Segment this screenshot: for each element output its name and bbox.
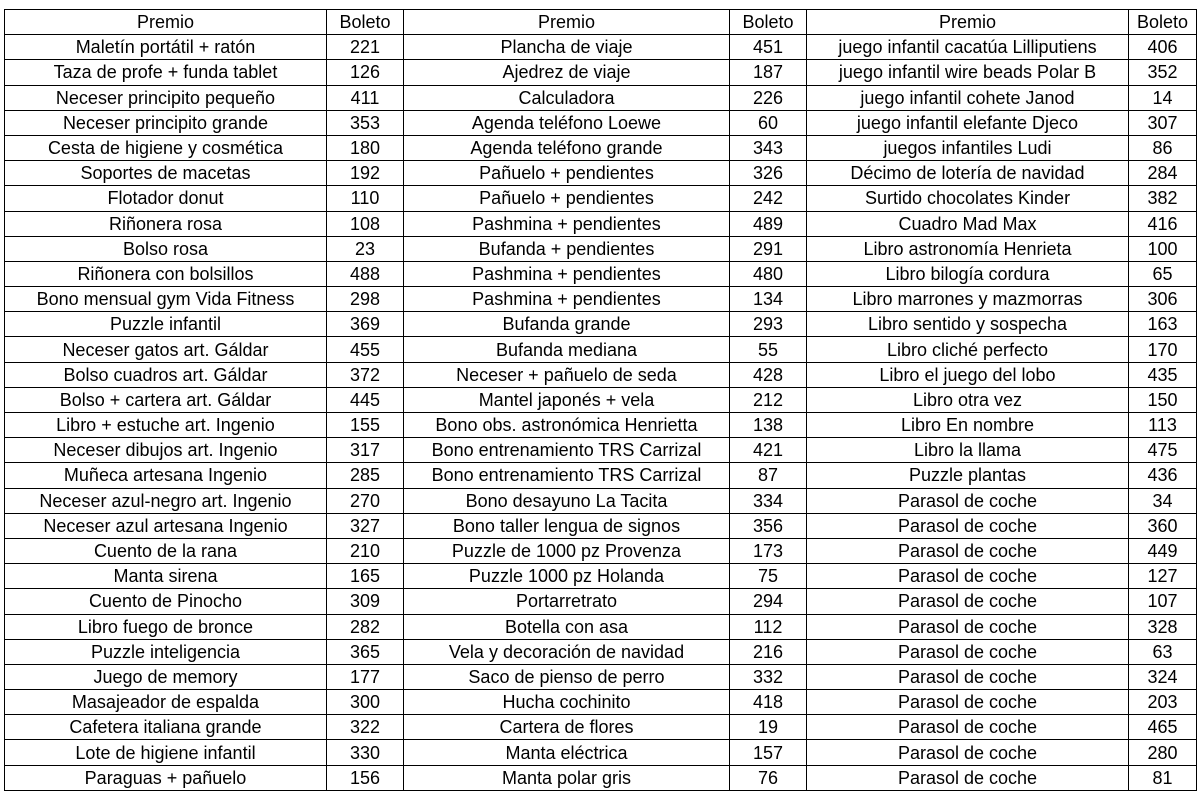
ticket-cell: 352 (1129, 60, 1197, 85)
table-row (5, 488, 1197, 513)
prize-cell: Taza de profe + funda tablet (5, 60, 327, 85)
prize-cell: Puzzle 1000 pz Holanda (404, 564, 730, 589)
table-row (5, 287, 1197, 312)
ticket-cell: 451 (730, 35, 807, 60)
ticket-cell: 60 (730, 110, 807, 135)
prize-cell: Bono obs. astronómica Henrietta (404, 413, 730, 438)
prize-cell: Paraguas + pañuelo (5, 765, 327, 790)
col3-boleto-header: Boleto (1129, 10, 1197, 35)
prize-cell: Parasol de coche (807, 765, 1129, 790)
ticket-cell: 489 (730, 211, 807, 236)
ticket-cell: 155 (327, 413, 404, 438)
ticket-cell: 210 (327, 538, 404, 563)
prize-cell: Libro otra vez (807, 387, 1129, 412)
table-row (5, 387, 1197, 412)
ticket-cell: 326 (730, 161, 807, 186)
prize-cell: Plancha de viaje (404, 35, 730, 60)
prize-cell: Hucha cochinito (404, 690, 730, 715)
ticket-cell: 126 (327, 60, 404, 85)
prize-cell: Muñeca artesana Ingenio (5, 463, 327, 488)
ticket-cell: 270 (327, 488, 404, 513)
ticket-cell: 334 (730, 488, 807, 513)
prize-cell: Bufanda grande (404, 312, 730, 337)
ticket-cell: 165 (327, 564, 404, 589)
ticket-cell: 428 (730, 362, 807, 387)
ticket-cell: 76 (730, 765, 807, 790)
prize-cell: Parasol de coche (807, 513, 1129, 538)
prize-cell: Libro la llama (807, 438, 1129, 463)
ticket-cell: 34 (1129, 488, 1197, 513)
prize-cell: Bono taller lengua de signos (404, 513, 730, 538)
ticket-cell: 293 (730, 312, 807, 337)
prize-cell: Neceser azul artesana Ingenio (5, 513, 327, 538)
ticket-cell: 138 (730, 413, 807, 438)
prize-cell: Agenda teléfono grande (404, 135, 730, 160)
ticket-cell: 416 (1129, 211, 1197, 236)
table-row (5, 413, 1197, 438)
prize-cell: Parasol de coche (807, 715, 1129, 740)
ticket-cell: 226 (730, 85, 807, 110)
prize-cell: Parasol de coche (807, 538, 1129, 563)
table-row (5, 765, 1197, 790)
prize-cell: Libro sentido y sospecha (807, 312, 1129, 337)
prize-cell: juego infantil wire beads Polar B (807, 60, 1129, 85)
prize-cell: Bono desayuno La Tacita (404, 488, 730, 513)
table-row (5, 362, 1197, 387)
ticket-cell: 100 (1129, 236, 1197, 261)
prize-cell: Manta sirena (5, 564, 327, 589)
prize-cell: Libro cliché perfecto (807, 337, 1129, 362)
col2-premio-header: Premio (404, 10, 730, 35)
prize-cell: Neceser principito pequeño (5, 85, 327, 110)
prize-cell: Puzzle plantas (807, 463, 1129, 488)
prize-cell: Parasol de coche (807, 589, 1129, 614)
prize-cell: Décimo de lotería de navidad (807, 161, 1129, 186)
ticket-cell: 372 (327, 362, 404, 387)
prize-cell: Botella con asa (404, 614, 730, 639)
ticket-cell: 212 (730, 387, 807, 412)
ticket-cell: 317 (327, 438, 404, 463)
prize-cell: Mantel japonés + vela (404, 387, 730, 412)
ticket-cell: 280 (1129, 740, 1197, 765)
table-row (5, 135, 1197, 160)
ticket-cell: 221 (327, 35, 404, 60)
prize-cell: Maletín portátil + ratón (5, 35, 327, 60)
ticket-cell: 322 (327, 715, 404, 740)
prize-cell: Libro + estuche art. Ingenio (5, 413, 327, 438)
ticket-cell: 19 (730, 715, 807, 740)
ticket-cell: 14 (1129, 85, 1197, 110)
ticket-cell: 86 (1129, 135, 1197, 160)
col1-boleto-header: Boleto (327, 10, 404, 35)
table-row (5, 564, 1197, 589)
prize-cell: Bufanda + pendientes (404, 236, 730, 261)
ticket-cell: 192 (327, 161, 404, 186)
prize-cell: Surtido chocolates Kinder (807, 186, 1129, 211)
ticket-cell: 291 (730, 236, 807, 261)
prize-cell: Cuadro Mad Max (807, 211, 1129, 236)
prize-cell: Libro marrones y mazmorras (807, 287, 1129, 312)
ticket-cell: 360 (1129, 513, 1197, 538)
ticket-cell: 411 (327, 85, 404, 110)
table-row (5, 161, 1197, 186)
prize-cell: Parasol de coche (807, 614, 1129, 639)
table-row (5, 211, 1197, 236)
ticket-cell: 353 (327, 110, 404, 135)
col3-premio-header: Premio (807, 10, 1129, 35)
table-row (5, 614, 1197, 639)
ticket-cell: 369 (327, 312, 404, 337)
prize-cell: Parasol de coche (807, 690, 1129, 715)
table-row (5, 312, 1197, 337)
ticket-cell: 449 (1129, 538, 1197, 563)
prize-cell: juego infantil cohete Janod (807, 85, 1129, 110)
prize-cell: juegos infantiles Ludi (807, 135, 1129, 160)
prize-cell: Riñonera con bolsillos (5, 261, 327, 286)
prize-cell: juego infantil cacatúa Lilliputiens (807, 35, 1129, 60)
prize-cell: Lote de higiene infantil (5, 740, 327, 765)
prize-cell: Libro fuego de bronce (5, 614, 327, 639)
prize-cell: Bono mensual gym Vida Fitness (5, 287, 327, 312)
ticket-cell: 63 (1129, 639, 1197, 664)
prize-cell: Puzzle inteligencia (5, 639, 327, 664)
ticket-cell: 343 (730, 135, 807, 160)
ticket-cell: 203 (1129, 690, 1197, 715)
ticket-cell: 108 (327, 211, 404, 236)
table-row (5, 438, 1197, 463)
prize-cell: Libro el juego del lobo (807, 362, 1129, 387)
table-row (5, 639, 1197, 664)
table-row (5, 60, 1197, 85)
ticket-cell: 163 (1129, 312, 1197, 337)
prize-cell: Calculadora (404, 85, 730, 110)
ticket-cell: 356 (730, 513, 807, 538)
header-row (5, 10, 1197, 35)
ticket-cell: 328 (1129, 614, 1197, 639)
prize-cell: Manta polar gris (404, 765, 730, 790)
prize-cell: Libro En nombre (807, 413, 1129, 438)
ticket-cell: 65 (1129, 261, 1197, 286)
prize-cell: Cafetera italiana grande (5, 715, 327, 740)
prize-cell: Pañuelo + pendientes (404, 161, 730, 186)
prize-cell: Parasol de coche (807, 664, 1129, 689)
ticket-cell: 406 (1129, 35, 1197, 60)
ticket-cell: 55 (730, 337, 807, 362)
ticket-cell: 242 (730, 186, 807, 211)
prize-cell: Libro bilogía cordura (807, 261, 1129, 286)
ticket-cell: 282 (327, 614, 404, 639)
ticket-cell: 436 (1129, 463, 1197, 488)
ticket-cell: 475 (1129, 438, 1197, 463)
ticket-cell: 294 (730, 589, 807, 614)
ticket-cell: 187 (730, 60, 807, 85)
ticket-cell: 382 (1129, 186, 1197, 211)
ticket-cell: 216 (730, 639, 807, 664)
ticket-cell: 112 (730, 614, 807, 639)
table-row (5, 186, 1197, 211)
ticket-cell: 298 (327, 287, 404, 312)
prize-cell: Pashmina + pendientes (404, 261, 730, 286)
prize-cell: Pashmina + pendientes (404, 211, 730, 236)
ticket-cell: 156 (327, 765, 404, 790)
ticket-cell: 284 (1129, 161, 1197, 186)
prize-cell: Cartera de flores (404, 715, 730, 740)
ticket-cell: 445 (327, 387, 404, 412)
prize-cell: Parasol de coche (807, 488, 1129, 513)
prize-cell: Libro astronomía Henrieta (807, 236, 1129, 261)
prize-cell: Pashmina + pendientes (404, 287, 730, 312)
prize-table (4, 9, 1197, 791)
prize-cell: Riñonera rosa (5, 211, 327, 236)
prize-cell: Soportes de macetas (5, 161, 327, 186)
prize-cell: Puzzle infantil (5, 312, 327, 337)
table-row (5, 740, 1197, 765)
ticket-cell: 75 (730, 564, 807, 589)
prize-cell: Juego de memory (5, 664, 327, 689)
prize-cell: Cuento de Pinocho (5, 589, 327, 614)
table-row (5, 589, 1197, 614)
ticket-cell: 480 (730, 261, 807, 286)
prize-cell: Pañuelo + pendientes (404, 186, 730, 211)
ticket-cell: 300 (327, 690, 404, 715)
ticket-cell: 107 (1129, 589, 1197, 614)
ticket-cell: 134 (730, 287, 807, 312)
table-row (5, 261, 1197, 286)
table-row (5, 110, 1197, 135)
prize-cell: Bono entrenamiento TRS Carrizal (404, 463, 730, 488)
prize-cell: Neceser gatos art. Gáldar (5, 337, 327, 362)
prize-cell: Cesta de higiene y cosmética (5, 135, 327, 160)
prize-cell: Neceser dibujos art. Ingenio (5, 438, 327, 463)
ticket-cell: 110 (327, 186, 404, 211)
col2-boleto-header: Boleto (730, 10, 807, 35)
prize-cell: Manta eléctrica (404, 740, 730, 765)
table-row (5, 236, 1197, 261)
ticket-cell: 150 (1129, 387, 1197, 412)
ticket-cell: 465 (1129, 715, 1197, 740)
prize-cell: Portarretrato (404, 589, 730, 614)
table-row (5, 690, 1197, 715)
ticket-cell: 488 (327, 261, 404, 286)
table-row (5, 664, 1197, 689)
ticket-cell: 177 (327, 664, 404, 689)
prize-cell: Neceser + pañuelo de seda (404, 362, 730, 387)
prize-cell: Flotador donut (5, 186, 327, 211)
col1-premio-header: Premio (5, 10, 327, 35)
ticket-cell: 365 (327, 639, 404, 664)
prize-cell: Vela y decoración de navidad (404, 639, 730, 664)
ticket-cell: 455 (327, 337, 404, 362)
prize-cell: Neceser principito grande (5, 110, 327, 135)
ticket-cell: 113 (1129, 413, 1197, 438)
table-row (5, 85, 1197, 110)
prize-cell: Puzzle de 1000 pz Provenza (404, 538, 730, 563)
prize-cell: Bolso cuadros art. Gáldar (5, 362, 327, 387)
ticket-cell: 418 (730, 690, 807, 715)
ticket-cell: 127 (1129, 564, 1197, 589)
ticket-cell: 180 (327, 135, 404, 160)
table-row (5, 337, 1197, 362)
prize-cell: juego infantil elefante Djeco (807, 110, 1129, 135)
ticket-cell: 173 (730, 538, 807, 563)
ticket-cell: 309 (327, 589, 404, 614)
prize-cell: Ajedrez de viaje (404, 60, 730, 85)
prize-cell: Parasol de coche (807, 740, 1129, 765)
prize-cell: Parasol de coche (807, 639, 1129, 664)
table-row (5, 35, 1197, 60)
ticket-cell: 307 (1129, 110, 1197, 135)
ticket-cell: 170 (1129, 337, 1197, 362)
ticket-cell: 23 (327, 236, 404, 261)
ticket-cell: 285 (327, 463, 404, 488)
ticket-cell: 157 (730, 740, 807, 765)
table-row (5, 513, 1197, 538)
ticket-cell: 421 (730, 438, 807, 463)
prize-cell: Bolso rosa (5, 236, 327, 261)
ticket-cell: 87 (730, 463, 807, 488)
ticket-cell: 81 (1129, 765, 1197, 790)
prize-cell: Masajeador de espalda (5, 690, 327, 715)
prize-cell: Bono entrenamiento TRS Carrizal (404, 438, 730, 463)
ticket-cell: 324 (1129, 664, 1197, 689)
prize-cell: Bolso + cartera art. Gáldar (5, 387, 327, 412)
prize-cell: Neceser azul-negro art. Ingenio (5, 488, 327, 513)
ticket-cell: 435 (1129, 362, 1197, 387)
prize-cell: Parasol de coche (807, 564, 1129, 589)
prize-cell: Agenda teléfono Loewe (404, 110, 730, 135)
prize-cell: Bufanda mediana (404, 337, 730, 362)
table-row (5, 538, 1197, 563)
ticket-cell: 332 (730, 664, 807, 689)
ticket-cell: 327 (327, 513, 404, 538)
prize-cell: Cuento de la rana (5, 538, 327, 563)
table-row (5, 715, 1197, 740)
table-row (5, 463, 1197, 488)
ticket-cell: 330 (327, 740, 404, 765)
ticket-cell: 306 (1129, 287, 1197, 312)
prize-cell: Saco de pienso de perro (404, 664, 730, 689)
